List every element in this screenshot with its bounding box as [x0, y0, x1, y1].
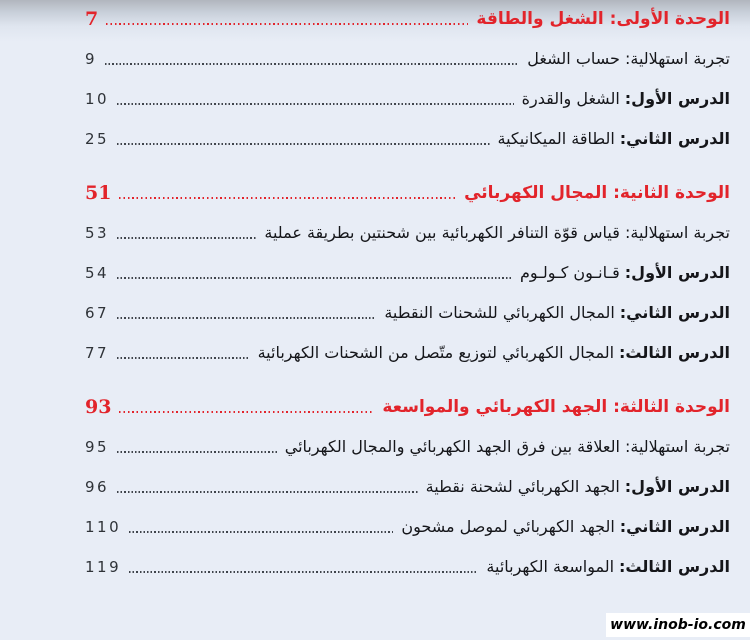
- entry-title: [258, 342, 730, 364]
- toc-unit-heading[interactable]: [85, 396, 730, 418]
- dotted-leader: [117, 103, 514, 105]
- entry-text: الجهد الكهربائي لموصل مشحون: [401, 517, 615, 536]
- entry-page-number: 25: [85, 130, 110, 148]
- watermark-box: [606, 613, 750, 637]
- entry-page-number: 119: [85, 558, 122, 576]
- entry-page-number: 77: [85, 344, 110, 362]
- entry-text: المواسعة الكهربائية: [486, 557, 615, 576]
- entry-title: [401, 516, 730, 538]
- unit-section-2: [85, 182, 730, 364]
- entry-title: [498, 128, 730, 150]
- entry-title: [520, 262, 730, 284]
- dotted-leader: [129, 531, 393, 533]
- entry-text: المجال الكهربائي لتوزيع متّصل من الشحنات الكهربائية: [257, 343, 615, 362]
- entry-label: الدرس الأول:: [624, 89, 730, 108]
- entry-page-number: 10: [85, 90, 110, 108]
- toc-entry[interactable]: [85, 436, 730, 458]
- dotted-leader: [117, 451, 277, 453]
- entry-page-number: 53: [85, 224, 110, 242]
- toc-entry[interactable]: [85, 222, 730, 244]
- entry-page-number: 110: [85, 518, 122, 536]
- dotted-leader: [117, 143, 489, 145]
- entry-page-number: 9: [85, 50, 98, 68]
- entry-text: الشغل والقدرة: [521, 89, 620, 108]
- toc-entry[interactable]: [85, 262, 730, 284]
- unit-title: الوحدة الأولى: الشغل والطاقة: [476, 9, 730, 29]
- unit-section-1: [85, 8, 730, 150]
- toc-unit-heading[interactable]: [85, 8, 730, 30]
- unit-section-3: [85, 396, 730, 578]
- entry-label: الدرس الأول:: [624, 263, 730, 282]
- dotted-leader: [119, 197, 456, 199]
- entry-label: الدرس الثاني:: [619, 517, 730, 536]
- dotted-leader: [117, 357, 250, 359]
- entry-text: الطاقة الميكانيكية: [497, 129, 615, 148]
- dotted-leader: [117, 317, 376, 319]
- toc-unit-heading[interactable]: [85, 182, 730, 204]
- entry-title: [522, 88, 730, 110]
- toc-entry[interactable]: [85, 556, 730, 578]
- toc-entry[interactable]: [85, 476, 730, 498]
- entry-page-number: 96: [85, 478, 110, 496]
- toc-entry[interactable]: [85, 128, 730, 150]
- dotted-leader: [117, 277, 512, 279]
- entry-page-number: 54: [85, 264, 110, 282]
- entry-title: تجربة استهلالية: حساب الشغل: [527, 49, 730, 68]
- unit-page-number: 93: [85, 396, 112, 418]
- entry-text: قـانـون كـولـوم: [520, 263, 620, 282]
- toc-entry[interactable]: [85, 88, 730, 110]
- unit-title: الوحدة الثانية: المجال الكهربائي: [464, 183, 730, 203]
- toc-entry[interactable]: [85, 48, 730, 70]
- entry-label: الدرس الثاني:: [619, 303, 730, 322]
- watermark-text: www.inob-io.com: [610, 617, 746, 633]
- unit-page-number: 51: [85, 182, 112, 204]
- toc-entry[interactable]: [85, 302, 730, 324]
- entry-title: تجربة استهلالية: العلاقة بين فرق الجهد الكهربائي والمجال الكهربائي: [284, 437, 730, 456]
- entry-label: الدرس الأول:: [624, 477, 730, 496]
- dotted-leader: [117, 237, 256, 239]
- entry-text: الجهد الكهربائي لشحنة نقطية: [425, 477, 620, 496]
- toc-entry[interactable]: [85, 516, 730, 538]
- dotted-leader: [119, 411, 374, 413]
- entry-title: تجربة استهلالية: قياس قوّة التنافر الكهربائية بين شحنتين بطريقة عملية: [264, 223, 730, 242]
- dotted-leader: [106, 23, 468, 25]
- entry-page-number: 67: [85, 304, 110, 322]
- dotted-leader: [129, 571, 478, 573]
- entry-title: [486, 556, 730, 578]
- entry-text: المجال الكهربائي للشحنات النقطية: [384, 303, 615, 322]
- dotted-leader: [105, 63, 519, 65]
- entry-label: الدرس الثالث:: [619, 557, 730, 576]
- entry-title: [384, 302, 730, 324]
- entry-label: الدرس الثالث:: [619, 343, 730, 362]
- entry-label: الدرس الثاني:: [619, 129, 730, 148]
- dotted-leader: [117, 491, 418, 493]
- unit-page-number: 7: [85, 8, 99, 30]
- unit-title: الوحدة الثالثة: الجهد الكهربائي والمواسعة: [382, 397, 730, 417]
- toc-entry[interactable]: [85, 342, 730, 364]
- entry-title: [426, 476, 730, 498]
- entry-page-number: 95: [85, 438, 110, 456]
